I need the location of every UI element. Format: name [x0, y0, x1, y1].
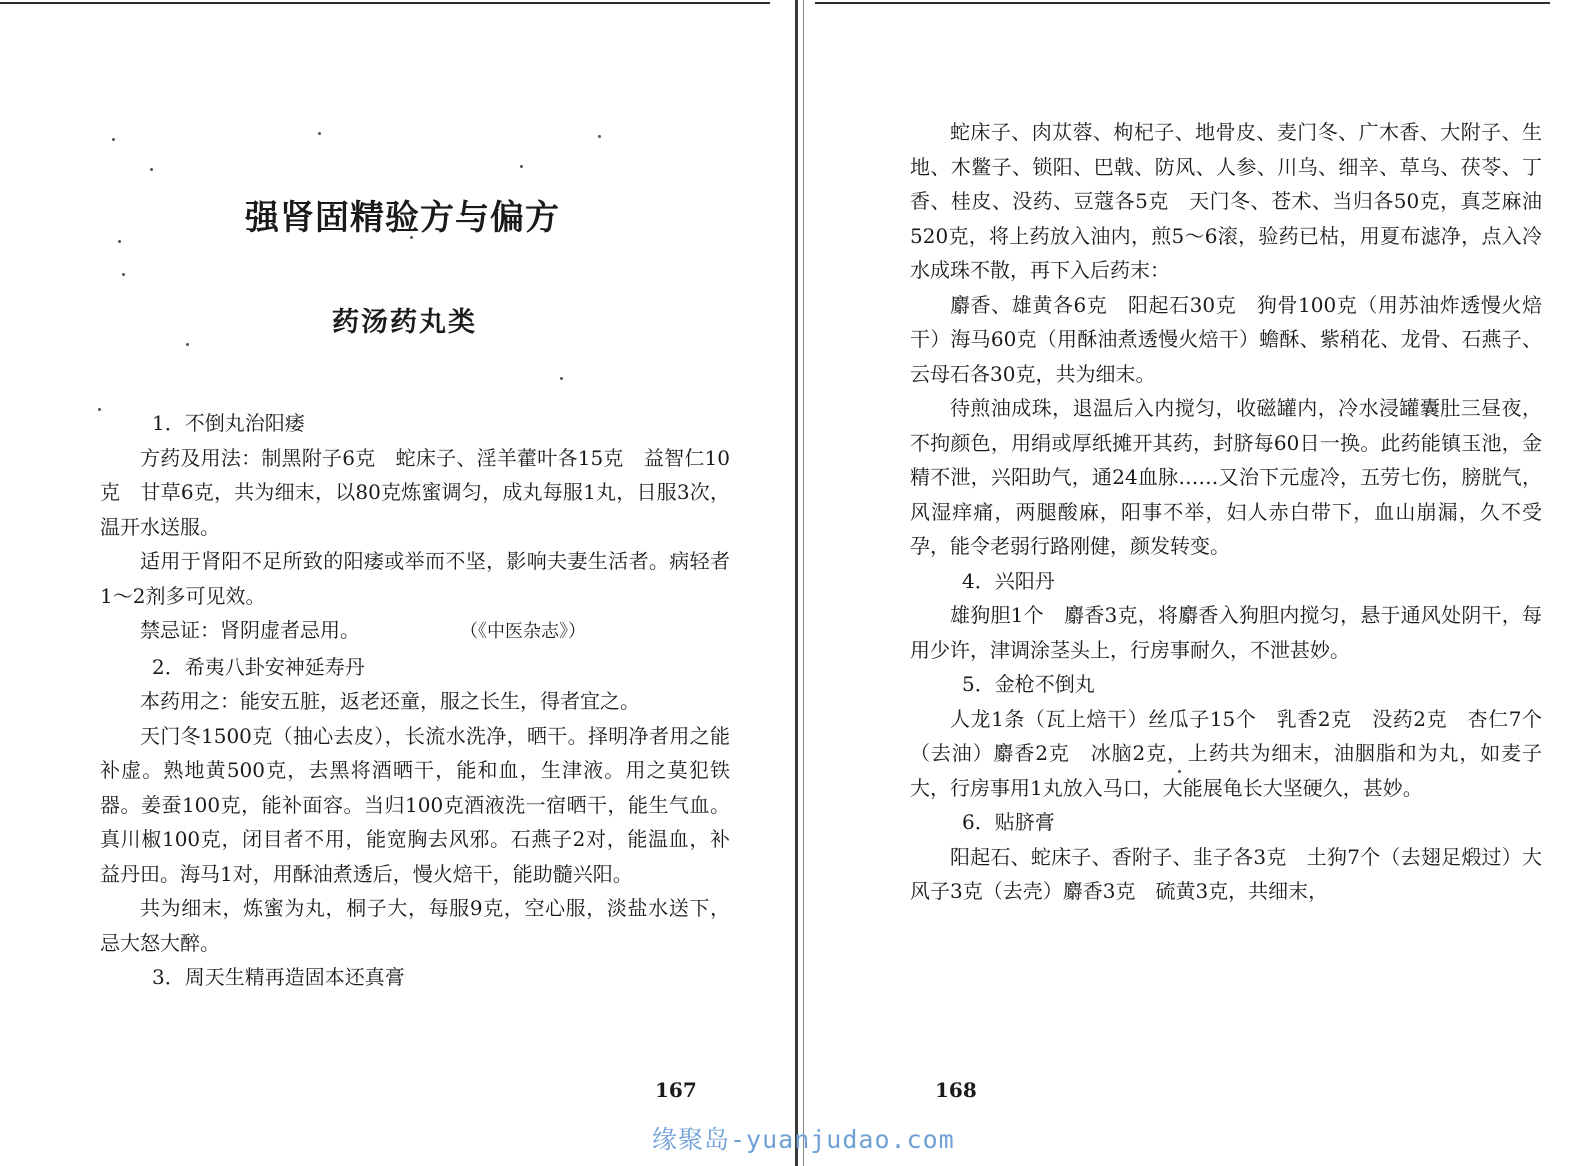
paragraph: 方药及用法：制黑附子6克 蛇床子、淫羊藿叶各15克 益智仁10克 甘草6克，共为细末，以80克炼蜜调匀，成丸每服1丸，日服3次，温开水送服。: [100, 445, 730, 539]
left-body: [100, 406, 730, 995]
scan-speck: [150, 168, 153, 171]
page-number: 168: [935, 1078, 977, 1102]
scan-speck: [112, 138, 115, 141]
scan-speck: [118, 240, 121, 243]
top-rule-left: [0, 2, 770, 4]
right-body: [910, 115, 1542, 909]
paragraph: 待煎油成珠，退温后入内搅匀，收磁罐内，冷水浸罐囊肚三昼夜，不拘颜色，用绢或厚纸摊开其药，封脐每60日一换。此药能镇玉池，金精不泄，兴阳助气，通24血脉……又治下元虚冷，五劳七伤，膀胱气，风湿痒痛，两腿酸麻，阳事不举，妇人赤白带下，血山崩漏，久不受孕，能令老弱行路刚健，颜发转变。: [910, 396, 1542, 558]
recipe-heading: 6．贴脐膏: [962, 810, 1055, 834]
scan-speck: [560, 377, 563, 380]
site-watermark: 缘聚岛-yuanjudao.com: [652, 1125, 955, 1154]
paragraph: 阳起石、蛇床子、香附子、韭子各3克 土狗7个（去翅足煅过）大风子3克（去壳）麝香3克 硫黄3克，共细末，: [910, 844, 1542, 903]
contraindication-text: 禁忌证：肾阴虚者忌用。: [140, 618, 360, 642]
page-number: 167: [655, 1078, 697, 1102]
recipe-heading: 2．希夷八卦安神延寿丹: [152, 654, 365, 679]
page-gutter-shadow: [803, 0, 804, 1166]
paragraph: 适用于肾阳不足所致的阳痿或举而不坚，影响夫妻生活者。病轻者1～2剂多可见效。: [100, 549, 730, 608]
paragraph: 天门冬1500克（抽心去皮），长流水洗净，晒干。择明净者用之能补虚。熟地黄500克，去黑将酒晒干，能和血，生津液。用之莫犯铁器。姜蚕100克，能补面容。当归100克酒液洗一宿晒干，能生气血。真川椒100克，闭目者不用，能宽胸去风邪。石燕子2对，能温血，补益丹田。海马1对，用酥油煮透后，慢火焙干，能助髓兴阳。: [100, 723, 730, 886]
paragraph: [100, 613, 730, 650]
scan-speck: [122, 273, 125, 276]
paragraph: 麝香、雄黄各6克 阳起石30克 狗骨100克（用苏油炸透慢火焙干）海马60克（用酥油煮透慢火焙干）蟾酥、紫稍花、龙骨、石燕子、云母石各30克，共为细末。: [910, 292, 1542, 386]
paragraph: 雄狗胆1个 麝香3克，将麝香入狗胆内搅匀，悬于通风处阴干，每用少许，津调涂茎头上，行房事耐久，不泄甚妙。: [910, 603, 1542, 662]
top-rule-right: [815, 2, 1550, 4]
scan-speck: [520, 165, 523, 168]
paragraph: 人龙1条（瓦上焙干）丝瓜子15个 乳香2克 没药2克 杏仁7个（去油）麝香2克 冰脑2克，上药共为细末，油胭脂和为丸，如麦子大，行房事用1丸放入马口，大能展龟长大坚硬久，甚妙。: [910, 706, 1542, 800]
scan-speck: [186, 343, 189, 346]
recipe-heading: 1．不倒丸治阳痿: [152, 411, 305, 435]
recipe-heading: 4．兴阳丹: [962, 568, 1055, 593]
source-citation: （《中医杂志》）: [460, 621, 586, 642]
chapter-title: 强肾固精验方与偏方: [245, 198, 560, 238]
recipe-heading: 5．金枪不倒丸: [962, 672, 1095, 696]
scan-speck: [598, 135, 601, 138]
paragraph: 本药用之：能安五脏，返老还童，服之长生，得者宜之。: [140, 689, 640, 713]
page-gutter: [795, 0, 798, 1166]
section-title: 药汤药丸类: [332, 307, 477, 338]
recipe-heading: 3．周天生精再造固本还真膏: [152, 965, 405, 989]
scan-speck: [318, 132, 321, 135]
paragraph: 共为细末，炼蜜为丸，桐子大，每服9克，空心服，淡盐水送下，忌大怒大醉。: [100, 896, 730, 955]
paragraph: 蛇床子、肉苁蓉、枸杞子、地骨皮、麦门冬、广木香、大附子、生地、木鳖子、锁阳、巴戟、防风、人参、川乌、细辛、草乌、茯苓、丁香、桂皮、没药、豆蔻各5克 天门冬、苍术、当归各50克，真芝麻油520克，将上药放入油内，煎5～6滚，验药已枯，用夏布滤净，点入冷水成珠不散，再下入后药末：: [910, 120, 1542, 282]
